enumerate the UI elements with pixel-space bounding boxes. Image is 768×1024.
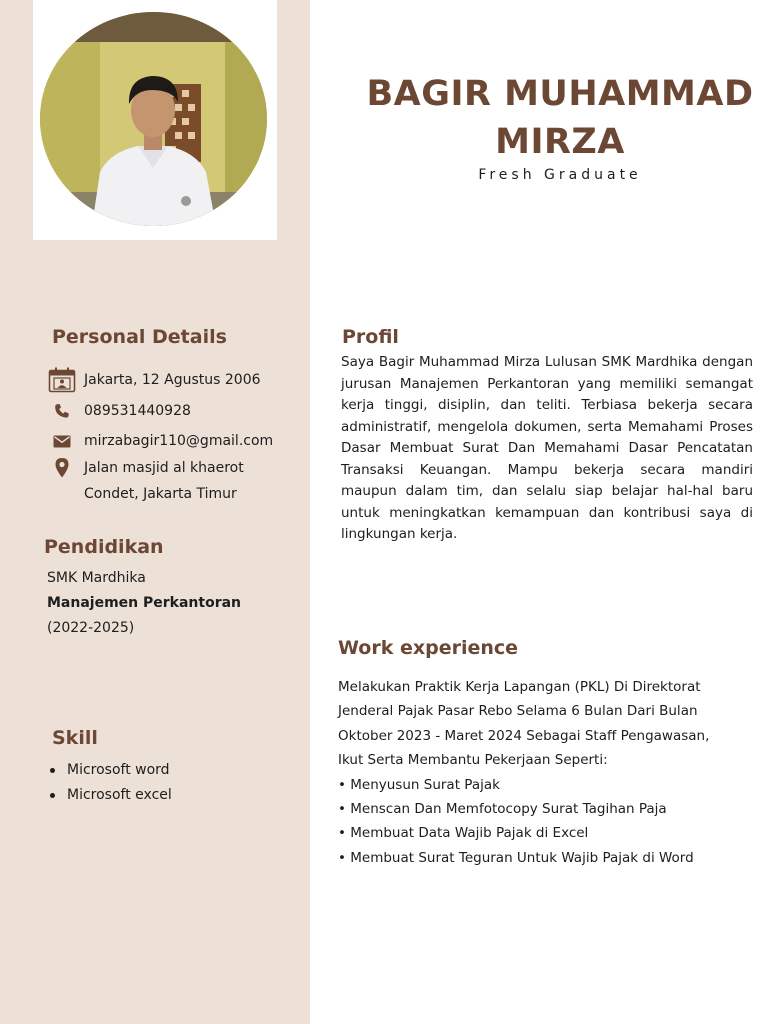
name-line-2: MIRZA <box>495 122 625 162</box>
work-line: Melakukan Praktik Kerja Lapangan (PKL) Di Direktorat <box>338 679 701 695</box>
address-text <box>84 455 244 507</box>
skill-list <box>50 758 172 808</box>
phone-detail <box>48 398 191 424</box>
education-major: Manajemen Perkantoran <box>47 595 242 611</box>
address-line-1: Jalan masjid al khaerot <box>84 460 244 476</box>
email-text: mirzabagir110@gmail.com <box>84 433 274 449</box>
school-name: SMK Mardhika <box>47 570 146 586</box>
location-pin-icon <box>48 455 76 481</box>
email-detail <box>48 428 273 454</box>
phone-text: 089531440928 <box>84 403 191 419</box>
work-line: Ikut Serta Membantu Pekerjaan Seperti: <box>338 752 608 769</box>
address-detail <box>48 455 244 507</box>
work-task-item: • Membuat Data Wajib Pajak di Excel <box>338 825 589 842</box>
birth-detail <box>48 367 261 393</box>
calendar-icon <box>48 367 76 393</box>
phone-icon <box>48 398 76 424</box>
work-task-item: • Menyusun Surat Pajak <box>338 776 500 793</box>
profile-heading: Profil <box>342 326 399 348</box>
bullet <box>50 768 55 773</box>
candidate-role: Fresh Graduate <box>478 167 642 183</box>
work-task-item: • Menscan Dan Memfotocopy Surat Tagihan Paja <box>338 801 667 818</box>
education-years: (2022-2025) <box>47 620 135 636</box>
skill-label: Microsoft excel <box>67 787 172 803</box>
personal-details-heading: Personal Details <box>52 326 227 348</box>
birth-text: Jakarta, 12 Agustus 2006 <box>84 372 261 388</box>
work-task-item: • Membuat Surat Teguran Untuk Wajib Pajak di Word <box>338 849 694 866</box>
work-description <box>338 675 758 870</box>
education-heading: Pendidikan <box>44 536 164 558</box>
candidate-name <box>360 70 760 166</box>
work-line: Jenderal Pajak Pasar Rebo Selama 6 Bulan Dari Bulan <box>338 703 698 720</box>
mail-icon <box>48 428 76 454</box>
bullet <box>50 793 55 798</box>
profile-text: Saya Bagir Muhammad Mirza Lulusan SMK Mardhika dengan jurusan Manajemen Perkantoran yang memiliki semangat kerja tinggi, disiplin, dan teliti. Terbiasa bekerja secara administratif, mengelola dokumen, serta Memahami Proses Dasar Membuat Surat Dan Memahami Dasar Pencatatan Transaksi Keuangan. Mampu bekerja secara mandiri maupun dalam tim, dan selalu siap belajar hal-hal baru untuk meningkatkan kemampuan dan kontribusi saya di lingkungan kerja. <box>341 354 753 542</box>
skill-label: Microsoft word <box>67 762 170 778</box>
name-line-1: BAGIR MUHAMMAD <box>366 74 754 114</box>
address-line-2: Condet, Jakarta Timur <box>84 486 237 502</box>
skill-item <box>50 758 172 783</box>
work-heading: Work experience <box>338 637 519 659</box>
skill-heading: Skill <box>52 727 98 749</box>
work-line: Oktober 2023 - Maret 2024 Sebagai Staff Pengawasan, <box>338 727 710 744</box>
profile-photo <box>40 12 267 226</box>
skill-item <box>50 783 172 808</box>
